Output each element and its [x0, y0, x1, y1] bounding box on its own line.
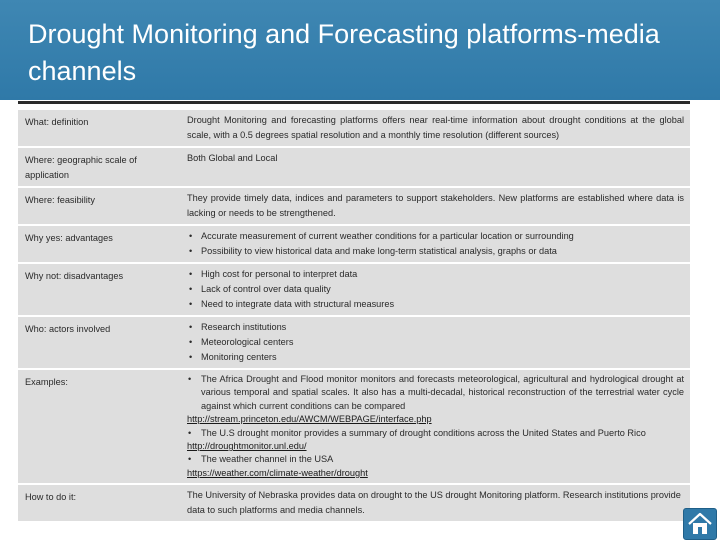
table-row: [18, 485, 690, 521]
row-key: How to do it:: [18, 485, 180, 521]
list-item: [187, 335, 684, 350]
row-value: Drought Monitoring and forecasting platforms offers near real-time information about drought conditions at the global scale, with a 0.5 degrees spatial resolution and a monthly time resolution (different sources): [180, 110, 690, 146]
row-key: What: definition: [18, 110, 180, 146]
row-key: Where: geographic scale of application: [18, 148, 180, 186]
example-item: [187, 373, 684, 413]
example-text: The Africa Drought and Flood monitor monitors and forecasts meteorological, agricultural and hydrological drought at various temporal and spatial scales. It also has a multi-decadal, historical reconstruction of the terrestrial water cycle against which current conditions can be compared: [201, 374, 684, 411]
bullet-icon: •: [189, 322, 193, 332]
list-item-text: Research institutions: [201, 322, 287, 332]
row-value: [180, 264, 690, 315]
title-banner: [0, 0, 720, 100]
row-key: Where: feasibility: [18, 188, 180, 224]
bullet-icon: •: [189, 299, 193, 309]
bullet-icon: •: [189, 337, 193, 347]
row-key: Examples:: [18, 370, 180, 483]
example-item: [187, 453, 684, 466]
example-item: [187, 427, 684, 440]
table-row: [18, 148, 690, 186]
page-title: Drought Monitoring and Forecasting platforms-media channels: [28, 19, 660, 86]
row-value: Both Global and Local: [180, 148, 690, 186]
example-link[interactable]: http://stream.princeton.edu/AWCM/WEBPAGE/interface.php: [187, 414, 432, 425]
table-row: [18, 370, 690, 483]
list-item-text: Monitoring centers: [201, 352, 277, 362]
list-item: [187, 297, 684, 312]
row-key: Who: actors involved: [18, 317, 180, 368]
row-value: [180, 317, 690, 368]
list-item: [187, 267, 684, 282]
bullet-list: [187, 267, 684, 312]
table-row: [18, 317, 690, 368]
list-item: [187, 282, 684, 297]
table-row: [18, 110, 690, 146]
table-row: [18, 226, 690, 262]
table-row: [18, 188, 690, 224]
row-key: Why yes: advantages: [18, 226, 180, 262]
table-row: [18, 264, 690, 315]
row-key: Why not: disadvantages: [18, 264, 180, 315]
row-value: They provide timely data, indices and parameters to support stakeholders. New platforms are established where data is lacking or needs to be strengthened.: [180, 188, 690, 224]
list-item-text: Need to integrate data with structural measures: [201, 299, 395, 309]
bullet-icon: •: [189, 269, 193, 279]
list-item-text: High cost for personal to interpret data: [201, 269, 358, 279]
example-text: The weather channel in the USA: [201, 454, 334, 465]
list-item-text: Possibility to view historical data and make long-term statistical analysis, graphs or data: [201, 246, 557, 256]
bullet-list: [187, 320, 684, 365]
bullet-icon: •: [189, 352, 193, 362]
row-value: The University of Nebraska provides data on drought to the US drought Monitoring platform. Research institutions provide data to such platforms and media channels.: [180, 485, 690, 521]
home-icon: [684, 509, 716, 539]
list-item: [187, 229, 684, 244]
bullet-icon: •: [188, 427, 192, 438]
example-text: The U.S drought monitor provides a summary of drought conditions across the United States and Puerto Rico: [201, 427, 646, 438]
divider: [18, 101, 690, 104]
bullet-icon: •: [189, 284, 193, 294]
list-item-text: Accurate measurement of current weather conditions for a particular location or surrounding: [201, 231, 574, 241]
bullet-icon: •: [188, 374, 192, 384]
bullet-icon: •: [188, 454, 192, 465]
list-item: [187, 320, 684, 335]
bullet-list: [187, 229, 684, 259]
example-link[interactable]: https://weather.com/climate-weather/drought: [187, 467, 368, 478]
row-value: [180, 370, 690, 483]
list-item: [187, 350, 684, 365]
row-value: [180, 226, 690, 262]
home-button[interactable]: [683, 508, 717, 540]
info-table: [18, 108, 690, 523]
bullet-icon: •: [189, 231, 193, 241]
list-item: [187, 244, 684, 259]
list-item-text: Meteorological centers: [201, 337, 294, 347]
list-item-text: Lack of control over data quality: [201, 284, 331, 294]
bullet-icon: •: [189, 246, 193, 256]
example-link[interactable]: http://droughtmonitor.unl.edu/: [187, 441, 307, 452]
